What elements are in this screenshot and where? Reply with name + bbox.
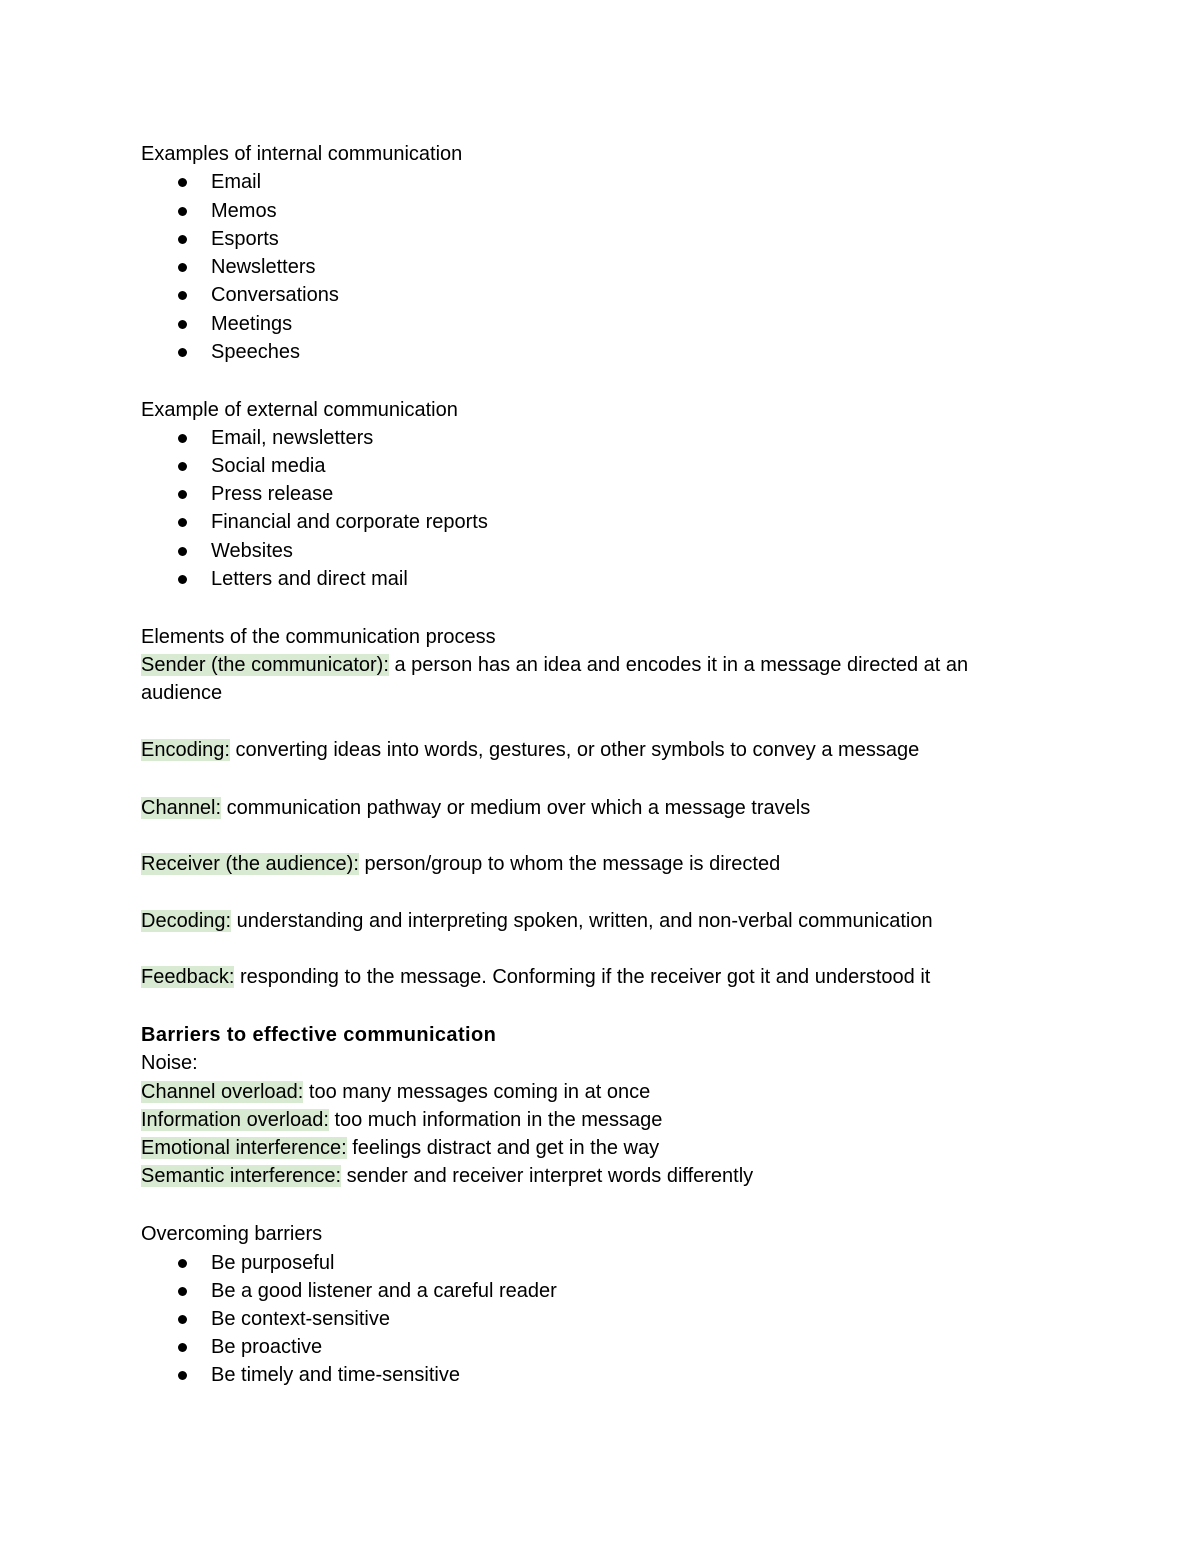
- definition-feedback: [141, 963, 930, 991]
- list-item: Letters and direct mail: [211, 568, 408, 590]
- definition-text: a person has an idea and encodes it in a message directed at an: [388, 654, 969, 676]
- list-item: Meetings: [211, 313, 293, 335]
- list-item: Email, newsletters: [211, 427, 374, 449]
- barrier-information-overload: [141, 1106, 662, 1134]
- bullet-icon: [178, 320, 187, 329]
- definition-text-continued: audience: [141, 682, 223, 704]
- external-heading: Example of external communication: [141, 399, 458, 421]
- bullet-icon: [178, 575, 187, 584]
- term-highlight: Channel overload:: [141, 1081, 304, 1103]
- definition-text: communication pathway or medium over which a message travels: [221, 797, 811, 819]
- barrier-semantic-interference: [141, 1162, 753, 1190]
- definition-text: feelings distract and get in the way: [346, 1137, 660, 1159]
- list-item: Financial and corporate reports: [211, 511, 488, 533]
- bullet-icon: [178, 291, 187, 300]
- bullet-icon: [178, 348, 187, 357]
- bullet-icon: [178, 1315, 187, 1324]
- definition-text: person/group to whom the message is directed: [358, 853, 781, 875]
- list-item: Conversations: [211, 284, 339, 306]
- barriers-heading: Barriers to effective communication: [141, 1024, 497, 1046]
- list-item: Memos: [211, 200, 277, 222]
- definition-text: too many messages coming in at once: [303, 1081, 651, 1103]
- term-highlight: Semantic interference:: [141, 1165, 342, 1187]
- bullet-icon: [178, 547, 187, 556]
- term-highlight: Channel:: [141, 797, 222, 819]
- list-item: Email: [211, 171, 262, 193]
- list-item: Be purposeful: [211, 1252, 335, 1274]
- definition-channel: [141, 794, 810, 822]
- bullet-icon: [178, 462, 187, 471]
- term-highlight: Receiver (the audience):: [141, 853, 359, 875]
- list-item: Websites: [211, 540, 293, 562]
- bullet-icon: [178, 434, 187, 443]
- list-item: Esports: [211, 228, 279, 250]
- list-item: Speeches: [211, 341, 300, 363]
- internal-heading: Examples of internal communication: [141, 143, 463, 165]
- noise-label: Noise:: [141, 1052, 198, 1074]
- bullet-icon: [178, 178, 187, 187]
- bullet-icon: [178, 1371, 187, 1380]
- list-item: Be a good listener and a careful reader: [211, 1280, 557, 1302]
- definition-decoding: [141, 907, 933, 935]
- barrier-emotional-interference: [141, 1134, 659, 1162]
- term-highlight: Emotional interference:: [141, 1137, 347, 1159]
- list-item: Newsletters: [211, 256, 316, 278]
- bullet-icon: [178, 235, 187, 244]
- definition-text: too much information in the message: [328, 1109, 663, 1131]
- definition-text: converting ideas into words, gestures, or other symbols to convey a message: [229, 739, 920, 761]
- term-highlight: Encoding:: [141, 739, 230, 761]
- overcoming-heading: Overcoming barriers: [141, 1223, 323, 1245]
- barrier-channel-overload: [141, 1078, 650, 1106]
- term-highlight: Feedback:: [141, 966, 235, 988]
- bullet-icon: [178, 1343, 187, 1352]
- bullet-icon: [178, 207, 187, 216]
- elements-heading: Elements of the communication process: [141, 626, 496, 648]
- bullet-icon: [178, 518, 187, 527]
- list-item: Press release: [211, 483, 334, 505]
- definition-text: understanding and interpreting spoken, written, and non-verbal communication: [231, 910, 933, 932]
- bullet-icon: [178, 263, 187, 272]
- bullet-icon: [178, 1287, 187, 1296]
- definition-text: sender and receiver interpret words differently: [341, 1165, 754, 1187]
- term-highlight: Sender (the communicator):: [141, 654, 389, 676]
- list-item: Be timely and time-sensitive: [211, 1364, 460, 1386]
- list-item: Social media: [211, 455, 326, 477]
- definition-sender: [141, 651, 968, 679]
- term-highlight: Decoding:: [141, 910, 232, 932]
- definition-receiver: [141, 850, 780, 878]
- bullet-icon: [178, 1259, 187, 1268]
- definition-encoding: [141, 736, 919, 764]
- list-item: Be context-sensitive: [211, 1308, 390, 1330]
- list-item: Be proactive: [211, 1336, 323, 1358]
- definition-text: responding to the message. Conforming if the receiver got it and understood it: [234, 966, 931, 988]
- term-highlight: Information overload:: [141, 1109, 329, 1131]
- bullet-icon: [178, 490, 187, 499]
